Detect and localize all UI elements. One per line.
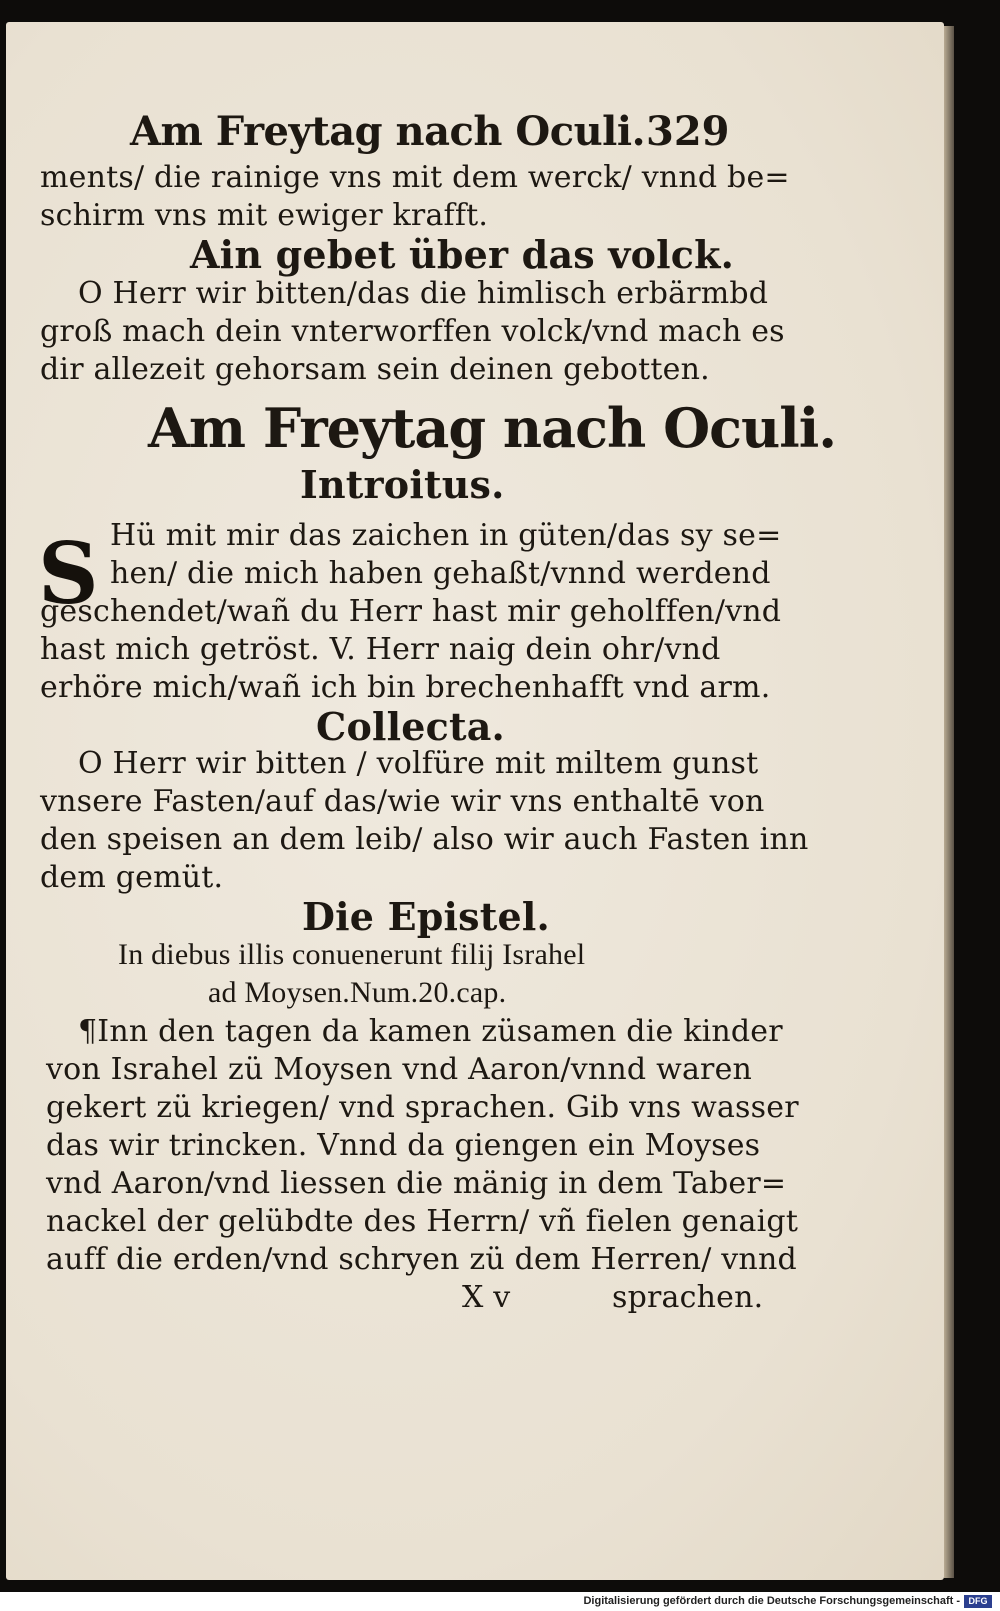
drop-capital: S bbox=[38, 524, 99, 623]
text-line: vnsere Fasten/auf das/wie wir vns enthaltē von bbox=[40, 784, 765, 819]
section-heading: Collecta. bbox=[316, 704, 505, 749]
text-line: gekert zü kriegen/ vnd sprachen. Gib vns wasser bbox=[46, 1090, 799, 1125]
signature-mark: X v bbox=[462, 1280, 511, 1315]
dfg-logo: DFG bbox=[964, 1595, 992, 1608]
text-line: vnd Aaron/vnd liessen die mänig in dem Taber= bbox=[46, 1166, 787, 1201]
text-line: nackel der gelübdte des Herrn/ vñ fielen genaigt bbox=[46, 1204, 799, 1239]
text-line: ¶Inn den tagen da kamen züsamen die kinder bbox=[78, 1014, 783, 1049]
section-heading: Ain gebet über das volck. bbox=[190, 232, 735, 277]
text-line: Hü mit mir das zaichen in güten/das sy se= bbox=[110, 518, 782, 553]
text-line: dem gemüt. bbox=[40, 860, 224, 895]
text-line: hast mich getröst. V. Herr naig dein ohr/vnd bbox=[40, 632, 721, 667]
text-line: hen/ die mich haben gehaßt/vnnd werdend bbox=[110, 556, 771, 591]
page-number: 329 bbox=[646, 108, 730, 155]
text-line: dir allezeit gehorsam sein deinen gebotten. bbox=[40, 352, 710, 387]
text-line: auff die erden/vnd schryen zü dem Herren/ vnnd bbox=[46, 1242, 797, 1277]
text-line: geschendet/wañ du Herr hast mir geholffen/vnd bbox=[40, 594, 782, 629]
text-line: O Herr wir bitten / volfüre mit miltem gunst bbox=[78, 746, 759, 781]
text-line: das wir trincken. Vnnd da giengen ein Moyses bbox=[46, 1128, 761, 1163]
catchword: sprachen. bbox=[612, 1280, 764, 1315]
section-heading: Die Epistel. bbox=[302, 894, 550, 939]
text-line: von Israhel zü Moysen vnd Aaron/vnnd waren bbox=[46, 1052, 753, 1087]
text-line: erhöre mich/wañ ich bin brechenhafft vnd arm. bbox=[40, 670, 771, 705]
latin-line: In diebus illis conuenerunt filij Israhel bbox=[118, 938, 586, 971]
text-line: den speisen an dem leib/ also wir auch Fasten inn bbox=[40, 822, 809, 857]
text-line: schirm vns mit ewiger krafft. bbox=[40, 198, 489, 233]
latin-line: ad Moysen.Num.20.cap. bbox=[208, 976, 507, 1009]
chapter-title: Am Freytag nach Oculi. bbox=[148, 396, 837, 460]
running-header: Am Freytag nach Oculi. bbox=[130, 108, 645, 155]
text-line: O Herr wir bitten/das die himlisch erbärmbd bbox=[78, 276, 769, 311]
text-line: groß mach dein vnterworffen volck/vnd mach es bbox=[40, 314, 785, 349]
section-heading: Introitus. bbox=[300, 462, 505, 507]
footer-credit: Digitalisierung gefördert durch die Deutsche Forschungsgemeinschaft - bbox=[583, 1595, 960, 1607]
text-line: ments/ die rainige vns mit dem werck/ vnnd be= bbox=[40, 160, 790, 195]
page-edge bbox=[944, 26, 954, 1578]
